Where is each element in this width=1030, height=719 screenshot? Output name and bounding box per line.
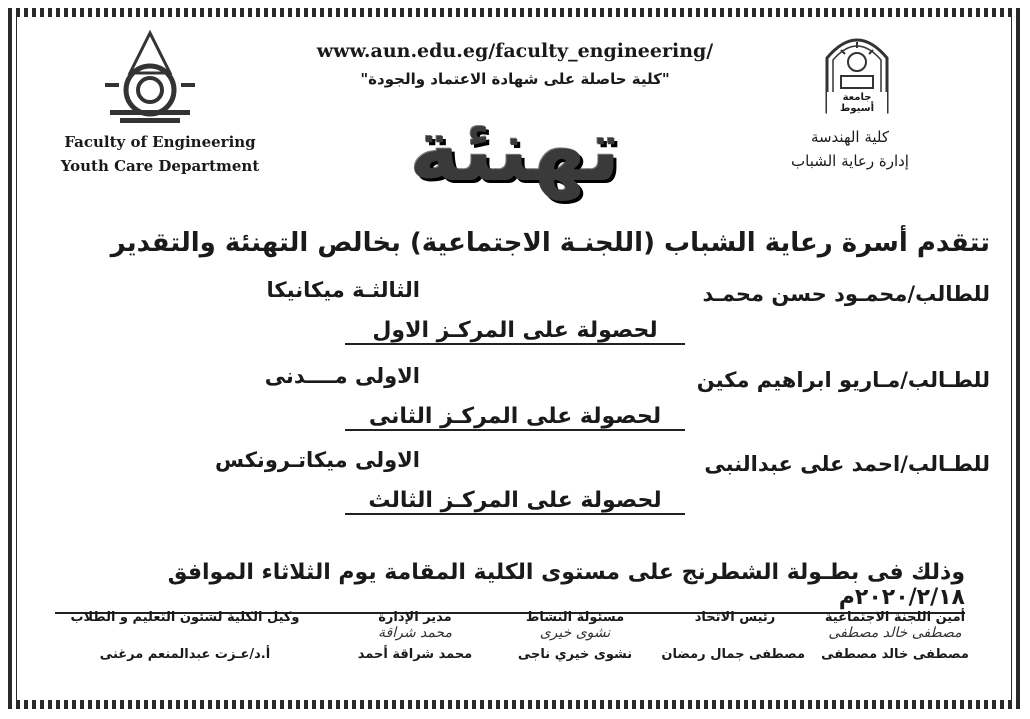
signatory-name: أ.د/عـزت عبدالمنعم مرغنى [99,647,271,662]
winner-2-name: للطـالب/مـاريو ابراهيم مكين [696,368,990,392]
faculty-logo-icon [95,28,205,128]
signature-social-committee [800,610,990,662]
faculty-name-ar: كلية الهندسة [810,128,890,146]
handwritten-signature: محمد شراقة [378,625,452,641]
signature-union-head [661,610,805,662]
winner-1-place: لحصولة على المركـز الاول [345,318,685,345]
university-seal-icon [823,28,891,116]
signature-vice-dean [35,610,335,662]
winner-2-place: لحصولة على المركـز الثانى [345,404,685,431]
signatory-name: محمد شراقة أحمد [357,647,473,662]
winner-3-year: الاولى ميكاتـرونكس [215,448,420,472]
signature-title: وكيل الكلية لشئون التعليم و الطلاب [70,610,300,625]
congratulations-title: تهنئة [409,101,621,201]
department-name-en: Youth Care Department [60,157,260,175]
intro-line: تتقدم أسرة رعاية الشباب (اللجنـة الاجتماعية) بخالص التهنئة والتقدير [110,228,990,258]
accreditation-note: "كلية حاصلة على شهادة الاعتماد والجودة" [360,70,670,88]
signature-title: مدير الإدارة [378,610,452,625]
faculty-english-block [55,130,265,178]
winner-1-name: للطالب/محمـود حسن محمـد [702,282,990,306]
signature-admin-director [345,610,485,662]
winner-1-year: الثالثـة ميكانيكا [266,278,420,302]
department-name-ar: إدارة رعاية الشباب [791,152,909,170]
signature-title: أمين اللجنة الاجتماعية [824,610,966,625]
winner-3-name: للطـالب/احمد على عبدالنبى [704,452,990,476]
winner-3-place: لحصولة على المركـز الثالث [345,488,685,515]
signatory-name: مصطفى خالد مصطفى [821,647,969,662]
handwritten-signature [35,625,335,647]
signatory-name: مصطفى جمال رمضان [661,647,805,662]
faculty-name-en: Faculty of Engineering [64,133,256,151]
handwritten-signature: مصطفى خالد مصطفى [828,625,962,641]
faculty-arabic-block [770,125,930,173]
seal-caption: جامعة أسيوط [827,92,887,114]
signature-activity-officer [500,610,650,662]
handwritten-signature [665,625,805,647]
website-url: www.aun.edu.eg/faculty_engineering/ [316,40,714,62]
handwritten-signature: نشوى خيرى [539,625,611,641]
signatory-name: نشوى خيري ناجى [517,647,633,662]
signature-title: مسئولة النشاط [525,610,625,625]
winner-2-year: الاولى مــــدنى [264,364,420,388]
event-description: وذلك فى بطـولة الشطرنج على مستوى الكلية المقامة يوم الثلاثاء الموافق ٢٠٢٠/٢/١٨م [55,560,965,614]
signature-title: رئيس الاتحاد [694,610,776,625]
